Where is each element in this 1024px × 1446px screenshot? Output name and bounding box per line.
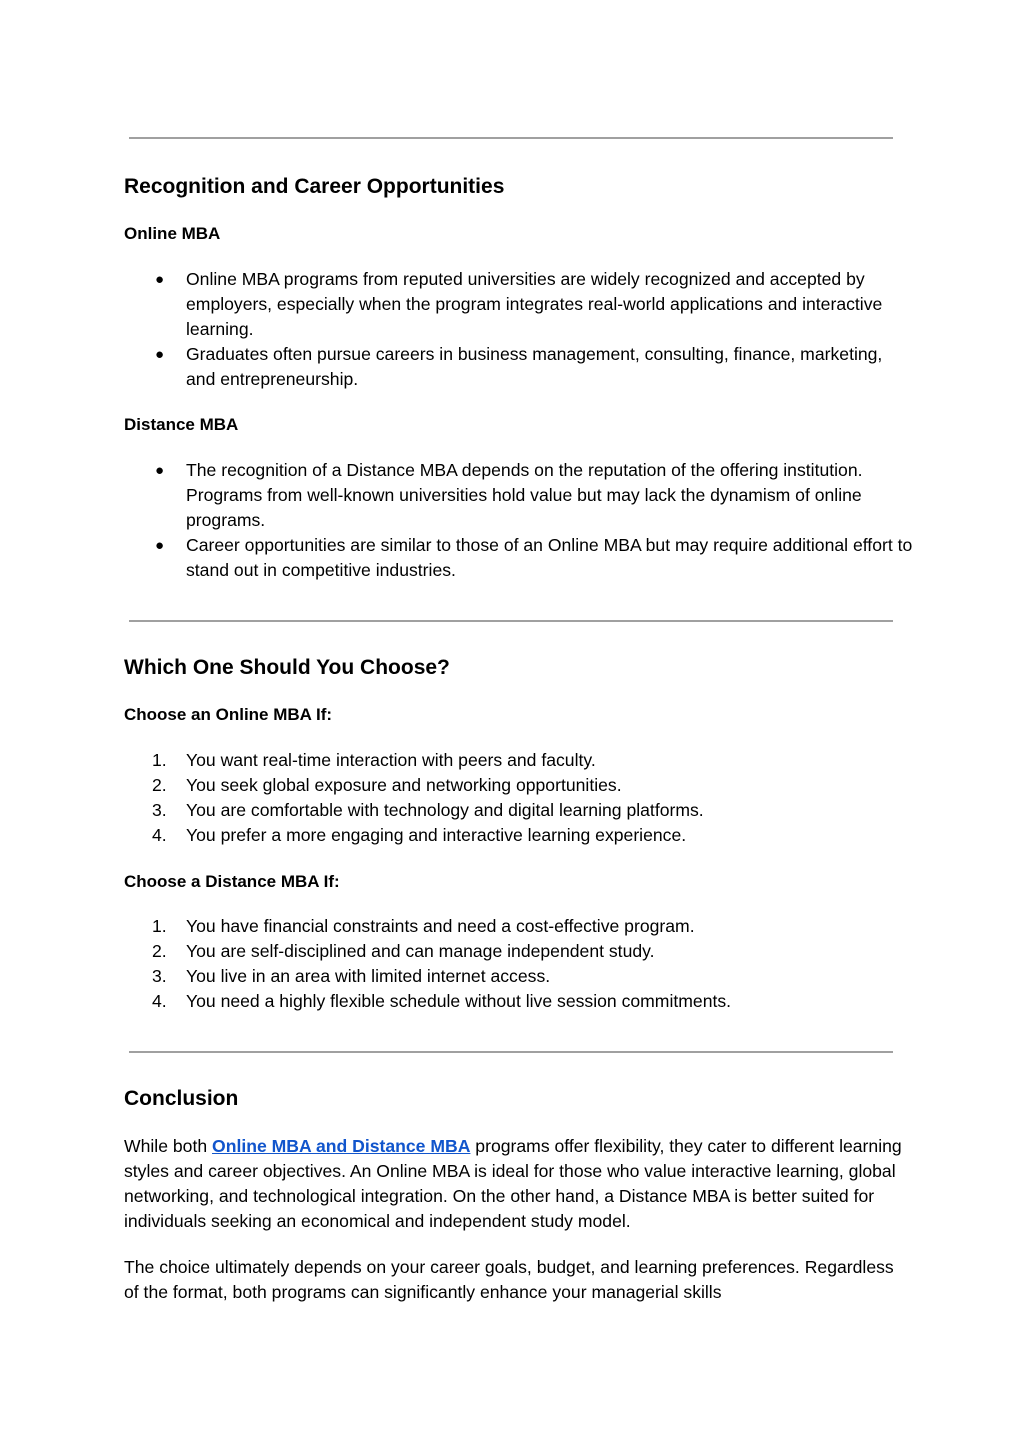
section-divider bbox=[129, 137, 893, 139]
list-item-text: You are comfortable with technology and digital learning platforms. bbox=[186, 800, 704, 820]
paragraph-text: programs offer flexibility, they cater to different learning styles and career objectives. An Online MBA is ideal for those who value interactive learning, global networking, and technological integration. On the other hand, a Distance MBA is better suited for individuals seeking an economical and independent study model. bbox=[124, 1136, 902, 1231]
number-marker: 4. bbox=[152, 991, 167, 1011]
list-item bbox=[124, 964, 914, 989]
number-marker: 1. bbox=[152, 916, 167, 936]
list-item bbox=[124, 748, 914, 773]
list-item-text: Graduates often pursue careers in business management, consulting, finance, marketing, and entrepreneurship. bbox=[186, 344, 883, 389]
list-item-text: The recognition of a Distance MBA depends on the reputation of the offering institution. Programs from well-known universities hold value but may lack the dynamism of online programs. bbox=[186, 460, 863, 530]
conclusion-paragraph-2: The choice ultimately depends on your career goals, budget, and learning preferences. Regardless of the format, both programs can significantly enhance your managerial skills bbox=[124, 1257, 894, 1302]
paragraph-text: While both bbox=[124, 1136, 213, 1156]
number-marker: 3. bbox=[152, 966, 167, 986]
numbered-list-choose-distance bbox=[124, 914, 914, 1014]
online-vs-distance-mba-link[interactable]: Online MBA and Distance MBA bbox=[212, 1136, 471, 1156]
section-divider bbox=[129, 1051, 893, 1053]
list-item-text: You seek global exposure and networking opportunities. bbox=[186, 775, 622, 795]
section-heading-recognition: Recognition and Career Opportunities bbox=[124, 175, 505, 198]
list-item bbox=[124, 342, 914, 392]
list-item bbox=[124, 458, 914, 533]
number-marker: 4. bbox=[152, 825, 167, 845]
list-item bbox=[124, 267, 914, 342]
list-item bbox=[124, 914, 914, 939]
list-item-text: You have financial constraints and need a cost-effective program. bbox=[186, 916, 695, 936]
list-item bbox=[124, 823, 914, 848]
subheading-distance-mba: Distance MBA bbox=[124, 415, 239, 434]
number-marker: 3. bbox=[152, 800, 167, 820]
section-heading-conclusion: Conclusion bbox=[124, 1087, 239, 1110]
conclusion-paragraph-1 bbox=[124, 1134, 904, 1234]
subheading-choose-online: Choose an Online MBA If: bbox=[124, 705, 333, 724]
number-marker: 2. bbox=[152, 775, 167, 795]
numbered-list-choose-online bbox=[124, 748, 914, 848]
list-item bbox=[124, 798, 914, 823]
list-item-text: You prefer a more engaging and interactive learning experience. bbox=[186, 825, 687, 845]
bullet-list-distance-recognition bbox=[124, 458, 914, 583]
list-item-text: You want real-time interaction with peers and faculty. bbox=[186, 750, 596, 770]
subheading-choose-distance: Choose a Distance MBA If: bbox=[124, 872, 340, 891]
bullet-marker: ● bbox=[155, 537, 165, 554]
list-item-text: Online MBA programs from reputed universities are widely recognized and accepted by employers, especially when the program integrates real-world applications and interactive learning. bbox=[186, 269, 883, 339]
number-marker: 2. bbox=[152, 941, 167, 961]
section-heading-choose: Which One Should You Choose? bbox=[124, 656, 450, 679]
bullet-marker: ● bbox=[155, 271, 165, 288]
bullet-marker: ● bbox=[155, 346, 165, 363]
list-item bbox=[124, 773, 914, 798]
list-item-text: Career opportunities are similar to those of an Online MBA but may require additional effort to stand out in competitive industries. bbox=[186, 535, 913, 580]
list-item bbox=[124, 533, 914, 583]
list-item bbox=[124, 989, 914, 1014]
section-divider bbox=[129, 620, 893, 622]
subheading-online-mba: Online MBA bbox=[124, 224, 221, 243]
list-item bbox=[124, 939, 914, 964]
list-item-text: You live in an area with limited internet access. bbox=[186, 966, 551, 986]
bullet-marker: ● bbox=[155, 462, 165, 479]
list-item-text: You need a highly flexible schedule without live session commitments. bbox=[186, 991, 732, 1011]
list-item-text: You are self-disciplined and can manage independent study. bbox=[186, 941, 655, 961]
number-marker: 1. bbox=[152, 750, 167, 770]
bullet-list-online-recognition bbox=[124, 267, 914, 392]
